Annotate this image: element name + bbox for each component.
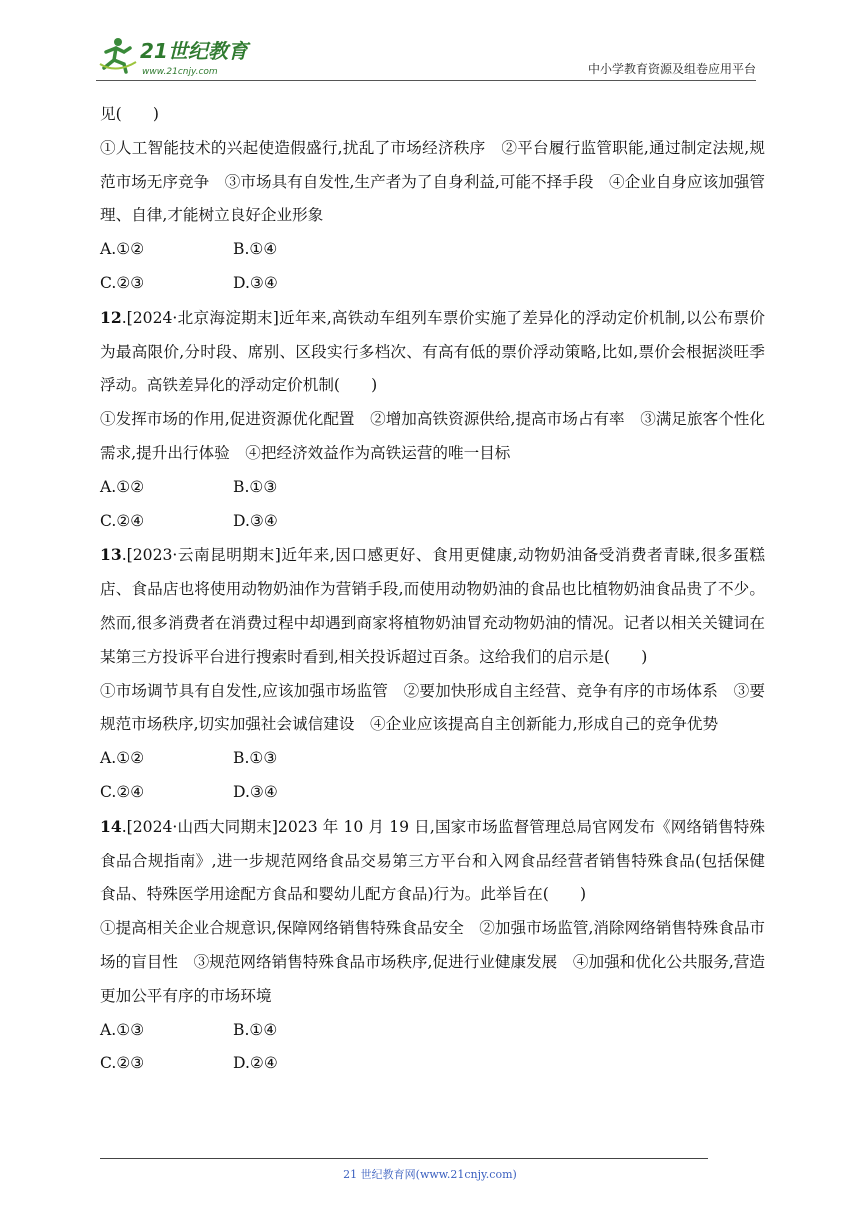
q14-options-row-1 bbox=[100, 1014, 765, 1048]
q13-stem bbox=[100, 538, 765, 674]
q13-stem-text: .[2023·云南昆明期末]近年来,因口感更好、食用更健康,动物奶油备受消费者青睐,很多蛋糕店、食品店也将使用动物奶油作为营销手段,而使用动物奶油的食品也比植物奶油食品贵了不少。然而,很多消费者在消费过程中却遇到商家将植物奶油冒充动物奶油的情况。记者以相关关键词在某第三方投诉平台进行搜索时看到,相关投诉超过百条。这给我们的启示是( ) bbox=[100, 546, 765, 666]
footer-divider bbox=[100, 1158, 708, 1159]
q12-option-b[interactable]: B.①③ bbox=[233, 477, 278, 496]
q12-option-a[interactable]: A.①② bbox=[100, 477, 145, 496]
site-logo[interactable] bbox=[96, 34, 266, 78]
header-divider bbox=[96, 80, 756, 81]
svg-text:21世纪教育: 21世纪教育 bbox=[140, 39, 248, 63]
q13-option-a[interactable]: A.①② bbox=[100, 749, 145, 768]
q14-number: 14 bbox=[100, 816, 122, 836]
q13-options-row-1 bbox=[100, 742, 765, 776]
question-content bbox=[100, 98, 765, 1081]
q12-options-row-2 bbox=[100, 505, 765, 539]
q11-option-a[interactable]: A.①② bbox=[100, 240, 145, 259]
q12-option-c[interactable]: C.②④ bbox=[100, 511, 145, 530]
q11-options-row-2 bbox=[100, 267, 765, 301]
q14-stem-text: .[2024·山西大同期末]2023 年 10 月 19 日,国家市场监督管理总局官网发布《网络销售特殊食品合规指南》,进一步规范网络食品交易第三方平台和入网食品经营者销售特殊食品(包括保健食品、特殊医学用途配方食品和婴幼儿配方食品)行为。此举旨在( ) bbox=[100, 817, 765, 904]
q14-option-a[interactable]: A.①③ bbox=[100, 1020, 145, 1039]
header-platform-label: 中小学教育资源及组卷应用平台 bbox=[587, 62, 756, 76]
q12-number: 12 bbox=[100, 307, 122, 327]
q11-options-row-1 bbox=[100, 233, 765, 267]
footer-link[interactable]: 21 世纪教育网(www.21cnjy.com) bbox=[343, 1168, 517, 1181]
q12-options-row-1 bbox=[100, 471, 765, 505]
q14-options-row-2 bbox=[100, 1047, 765, 1081]
q13-options-row-2 bbox=[100, 776, 765, 810]
q14-option-c[interactable]: C.②③ bbox=[100, 1054, 145, 1073]
q11-option-c[interactable]: C.②③ bbox=[100, 273, 145, 292]
q14-option-b[interactable]: B.①④ bbox=[233, 1020, 278, 1039]
runner-logo-icon bbox=[96, 34, 266, 78]
svg-text:www.21cnjy.com: www.21cnjy.com bbox=[142, 67, 218, 77]
page-header bbox=[96, 34, 756, 82]
q14-option-d[interactable]: D.②④ bbox=[233, 1054, 278, 1073]
q11-option-d[interactable]: D.③④ bbox=[233, 273, 278, 292]
q11-statements: ①人工智能技术的兴起使造假盛行,扰乱了市场经济秩序 ②平台履行监管职能,通过制定法规,规范市场无序竞争 ③市场具有自发性,生产者为了自身利益,可能不择手段 ④企业自身应该加强管理、自律,才能树立良好企业形象 bbox=[100, 138, 765, 225]
q12-stem-text: .[2024·北京海淀期末]近年来,高铁动车组列车票价实施了差异化的浮动定价机制,以公布票价为最高限价,分时段、席别、区段实行多档次、有高有低的票价浮动策略,比如,票价会根据淡旺季浮动。高铁差异化的浮动定价机制( ) bbox=[100, 308, 765, 395]
q12-option-d[interactable]: D.③④ bbox=[233, 511, 278, 530]
q11-option-b[interactable]: B.①④ bbox=[233, 240, 278, 259]
q13-option-b[interactable]: B.①③ bbox=[233, 749, 278, 768]
q12-stem bbox=[100, 301, 765, 403]
q12-statements: ①发挥市场的作用,促进资源优化配置 ②增加高铁资源供给,提高市场占有率 ③满足旅客个性化需求,提升出行体验 ④把经济效益作为高铁运营的唯一目标 bbox=[100, 410, 765, 462]
q14-statements: ①提高相关企业合规意识,保障网络销售特殊食品安全 ②加强市场监管,消除网络销售特殊食品市场的盲目性 ③规范网络销售特殊食品市场秩序,促进行业健康发展 ④加强和优化公共服务,营造更加公平有序的市场环境 bbox=[100, 919, 765, 1005]
q13-option-c[interactable]: C.②④ bbox=[100, 782, 145, 801]
q11-stem-tail: 见( ) bbox=[100, 105, 159, 123]
q13-statements: ①市场调节具有自发性,应该加强市场监管 ②要加快形成自主经营、竞争有序的市场体系 ③要规范市场秩序,切实加强社会诚信建设 ④企业应该提高自主创新能力,形成自己的竞争优势 bbox=[100, 681, 765, 734]
q13-option-d[interactable]: D.③④ bbox=[233, 782, 278, 801]
q14-stem bbox=[100, 810, 765, 912]
q13-number: 13 bbox=[100, 545, 122, 565]
